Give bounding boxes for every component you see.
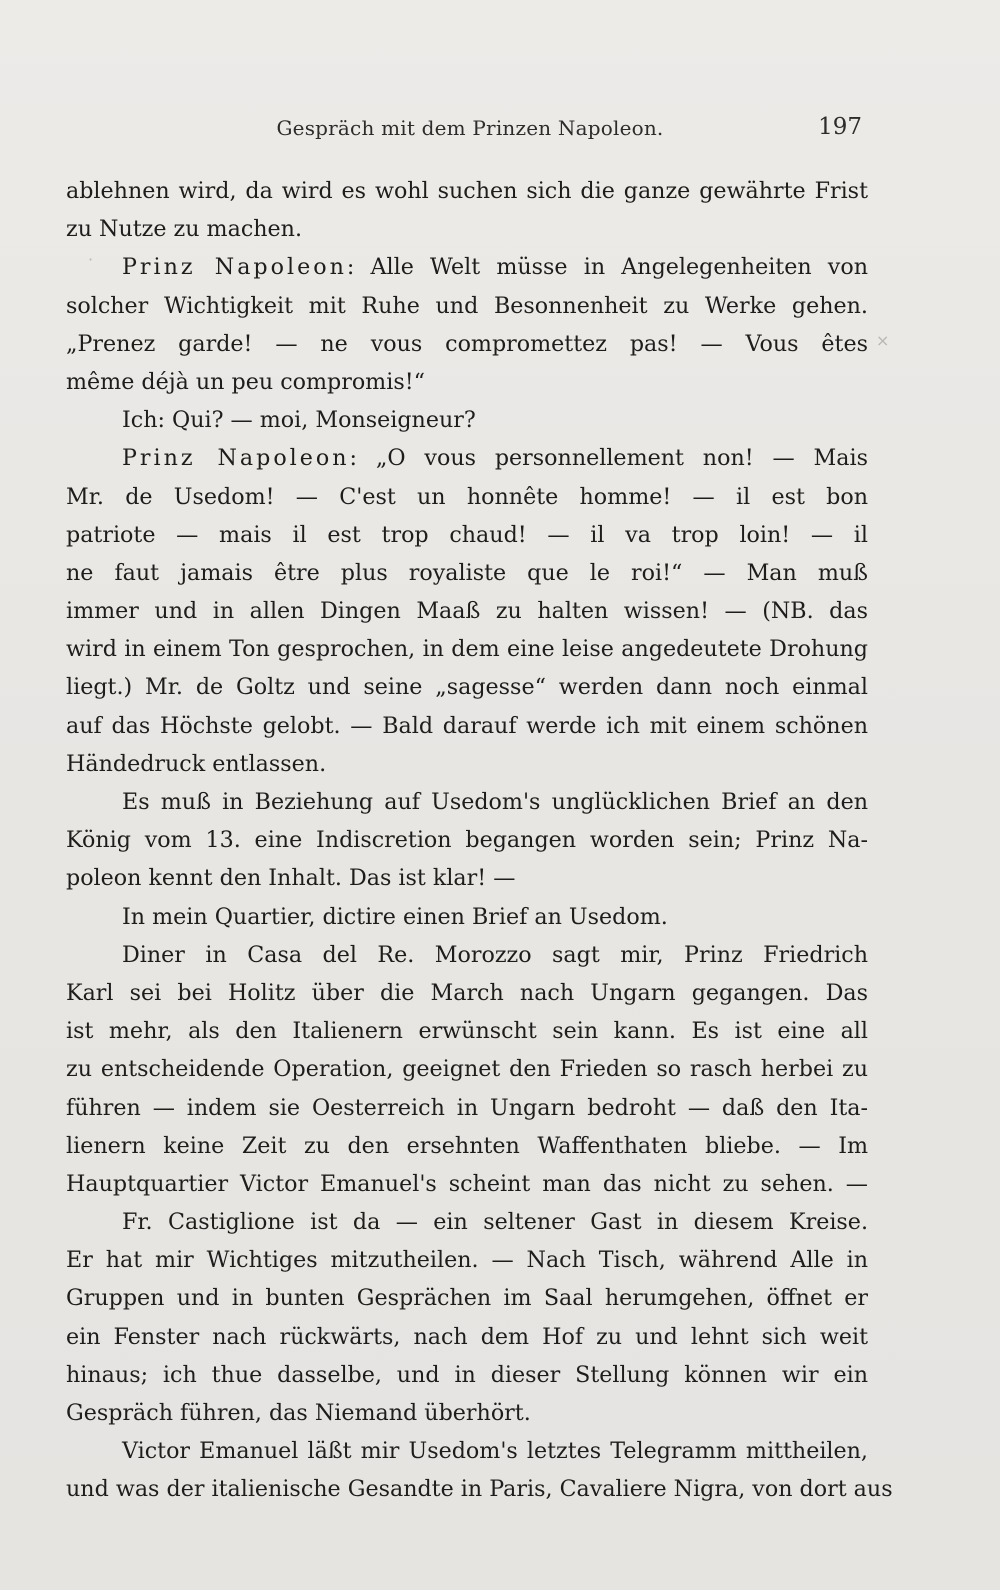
text-line: „Prenez garde! — ne vous compromettez pas! — Vous êtes xyxy=(66,330,868,357)
text-line: wird in einem Ton gesprochen, in dem eine leise angedeutete Drohung xyxy=(66,636,868,663)
text-line: Prinz Napoleon: „O vous personnellement non! — Mais xyxy=(122,445,868,472)
text-line: Diner in Casa del Re. Morozzo sagt mir, Prinz Friedrich xyxy=(122,941,868,968)
text-line: und was der italienische Gesandte in Paris, Cavaliere Nigra, von dort aus xyxy=(66,1476,893,1503)
text-line: lienern keine Zeit zu den ersehnten Waffenthaten bliebe. — Im xyxy=(66,1132,868,1159)
text-line: führen — indem sie Oesterreich in Ungarn bedroht — daß den Ita- xyxy=(66,1094,868,1121)
text-line: liegt.) Mr. de Goltz und seine „sagesse“ werden dann noch einmal xyxy=(66,674,868,701)
text-line: Hauptquartier Victor Emanuel's scheint man das nicht zu sehen. — xyxy=(66,1170,868,1197)
speaker-name: Prinz Napoleon xyxy=(122,254,347,281)
text-line: Er hat mir Wichtiges mitzutheilen. — Nach Tisch, während Alle in xyxy=(66,1247,868,1274)
text-line: Händedruck entlassen. xyxy=(66,750,327,777)
text-line: même déjà un peu compromis!“ xyxy=(66,368,425,395)
text-line: patriote — mais il est trop chaud! — il va trop loin! — il xyxy=(66,521,868,548)
text-line: ein Fenster nach rückwärts, nach dem Hof zu und lehnt sich weit xyxy=(66,1323,868,1350)
text-line: Gruppen und in bunten Gesprächen im Saal herumgehen, öffnet er xyxy=(66,1285,868,1312)
text-line: Prinz Napoleon: Alle Welt müsse in Angelegenheiten von xyxy=(122,254,868,281)
text-line: immer und in allen Dingen Maaß zu halten wissen! — (NB. das xyxy=(66,598,868,625)
text-line: auf das Höchste gelobt. — Bald darauf werde ich mit einem schönen xyxy=(66,712,868,739)
text-line: hinaus; ich thue dasselbe, und in dieser Stellung können wir ein xyxy=(66,1361,868,1388)
text-line: Ich: Qui? — moi, Monseigneur? xyxy=(122,407,476,434)
pencil-mark: × xyxy=(876,331,890,350)
text-line: König vom 13. eine Indiscretion begangen worden sein; Prinz Na- xyxy=(66,827,868,854)
text-line: zu Nutze zu machen. xyxy=(66,216,303,243)
text-line: Gespräch führen, das Niemand überhört. xyxy=(66,1400,531,1426)
text-line: ne faut jamais être plus royaliste que le roi!“ — Man muß xyxy=(66,559,868,586)
text-line: poleon kennt den Inhalt. Das ist klar! — xyxy=(66,865,516,892)
text-line: ist mehr, als den Italienern erwünscht sein kann. Es ist eine all xyxy=(66,1018,868,1045)
text-line: Fr. Castiglione ist da — ein seltener Gast in diesem Kreise. xyxy=(122,1209,868,1236)
text-line: In mein Quartier, dictire einen Brief an Usedom. xyxy=(122,903,668,930)
page-number: 197 xyxy=(818,114,862,140)
text-line: ablehnen wird, da wird es wohl suchen sich die ganze gewährte Frist xyxy=(66,178,868,204)
page-header xyxy=(70,116,870,148)
pencil-mark: · xyxy=(88,250,94,269)
running-head: Gespräch mit dem Prinzen Napoleon. xyxy=(276,116,664,140)
body-text xyxy=(66,172,893,1509)
speaker-name: Prinz Napoleon xyxy=(122,445,350,472)
text-line: Mr. de Usedom! — C'est un honnête homme! — il est bon xyxy=(66,483,868,510)
text-line: solcher Wichtigkeit mit Ruhe und Besonnenheit zu Werke gehen. xyxy=(66,292,868,319)
text-line: Victor Emanuel läßt mir Usedom's letztes Telegramm mittheilen, xyxy=(122,1438,868,1465)
text-line: Karl sei bei Holitz über die March nach Ungarn gegangen. Das xyxy=(66,979,868,1006)
text-line: zu entscheidende Operation, geeignet den Frieden so rasch herbei zu xyxy=(66,1056,868,1083)
text-line: Es muß in Beziehung auf Usedom's unglücklichen Brief an den xyxy=(122,789,868,815)
